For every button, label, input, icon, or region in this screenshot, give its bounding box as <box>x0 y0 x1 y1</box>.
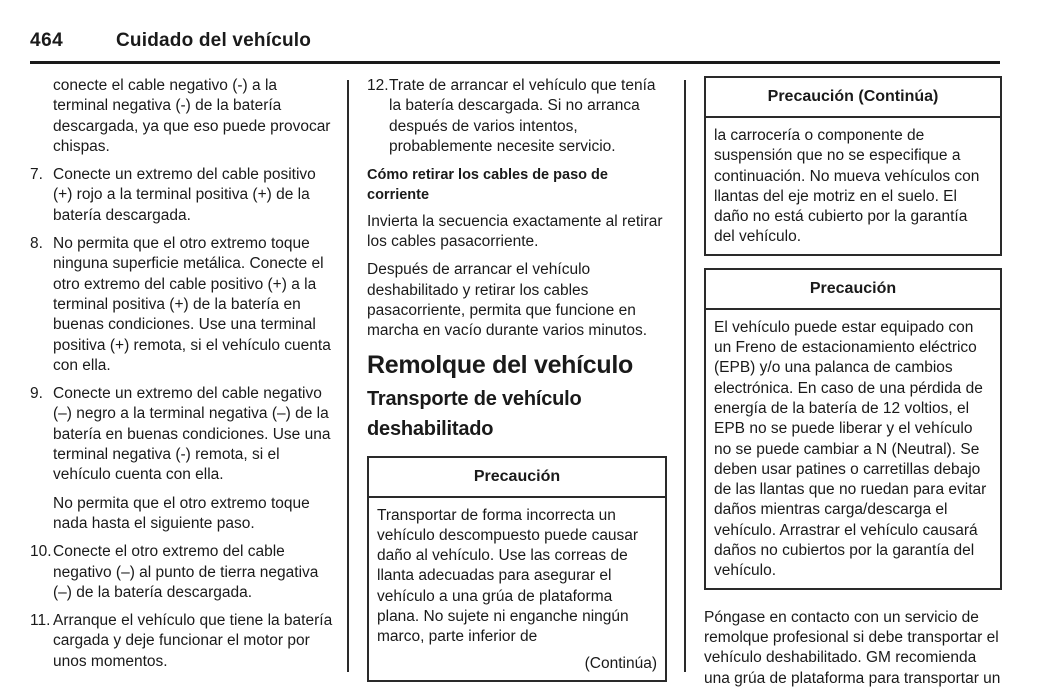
column-middle <box>367 76 667 682</box>
step-9-note: No permita que el otro extremo toque nada hasta el siguiente paso. <box>53 494 310 532</box>
step-text: Arranque el vehículo que tiene la batería cargada y deje funcionar el motor por unos momentos. <box>53 612 333 670</box>
caution-epb-title: Precaución <box>706 270 1000 310</box>
column-divider-right <box>684 80 686 672</box>
caution-body <box>369 498 665 680</box>
step-11 <box>30 611 336 672</box>
step-9 <box>30 384 336 534</box>
step-text: Conecte un extremo del cable negativo (–) negro a la terminal negativa (–) de la batería en buenas condiciones. Use una terminal negativa (-) remota, si el vehículo cuenta con ella. <box>53 385 331 484</box>
subheading-remove-cables: Cómo retirar los cables de paso de corriente <box>367 167 608 204</box>
paragraph: Invierta la secuencia exactamente al retirar los cables pasacorriente. <box>367 212 663 251</box>
step-number: 12. <box>367 77 389 94</box>
step-text: Conecte un extremo del cable positivo (+) rojo a la terminal positiva (+) de la batería descargada. <box>53 166 316 224</box>
section-title: Cuidado del vehículo <box>116 30 312 51</box>
caution-title: Precaución <box>369 458 665 498</box>
step-text: No permita que el otro extremo toque ninguna superficie metálica. Conecte el otro extremo del cable positivo (+) a la terminal positiva (+) de la batería en buenas condiciones. Use una terminal positiva (+) remota, si el vehículo cuenta con ella. <box>53 235 331 374</box>
header-rule <box>30 61 1000 64</box>
step-10 <box>30 542 336 603</box>
caution-epb-body <box>706 310 1000 588</box>
column-right <box>704 76 1002 697</box>
column-left <box>30 76 336 680</box>
step-number: 9. <box>30 385 43 403</box>
page-number: 464 <box>30 30 64 51</box>
paragraph: Después de arrancar el vehículo deshabilitado y retirar los cables pasacorriente, permita que funcione en marcha en vacío durante varios minutos. <box>367 261 647 340</box>
step-text: Conecte el otro extremo del cable negativo (–) al punto de tierra negativa (–) de la batería descargada. <box>53 543 319 601</box>
step-number: 8. <box>30 235 43 253</box>
caution-text: la carrocería o componente de suspensión que no se especifique a continuación. No mueva vehículos con llantas del eje motriz en el suelo. El daño no está cubierto por la garantía del vehículo. <box>714 127 980 246</box>
continues-label: (Continúa) <box>584 654 657 672</box>
paragraph-contact-towing: Póngase en contacto con un servicio de remolque profesional si debe transportar el vehículo deshabilitado. GM recomienda una grúa de plataforma para transportar un <box>704 608 1001 687</box>
caution-epb-box <box>704 268 1002 590</box>
heading-transport: Transporte de vehículo deshabilitado <box>367 387 582 440</box>
page-header <box>30 30 1000 64</box>
step-text: Trate de arrancar el vehículo que tenía la batería descargada. Si no arranca después de varios intentos, probablemente necesite servicio. <box>389 77 656 155</box>
caution-continued-body <box>706 118 1000 254</box>
caution-continued-title: Precaución (Continúa) <box>706 78 1000 118</box>
step-number: 11. <box>30 612 51 630</box>
heading-towing: Remolque del vehículo <box>367 350 633 379</box>
step-8 <box>30 234 336 376</box>
step-number: 7. <box>30 166 43 184</box>
caution-text: Transportar de forma incorrecta un vehículo descompuesto puede causar daño al vehículo. Use las correas de llanta adecuadas para asegurar el vehículo a una grúa de plataforma plana. No sujete ni enganche ningún marco, parte inferior de <box>377 506 639 646</box>
intro-paragraph: conecte el cable negativo (-) a la terminal negativa (-) de la batería descargada, ya que eso puede provocar chispas. <box>53 77 331 155</box>
caution-box <box>367 456 667 682</box>
caution-continued-box <box>704 76 1002 256</box>
step-7 <box>30 165 336 226</box>
caution-text: El vehículo puede estar equipado con un Freno de estacionamiento eléctrico (EPB) y/o una palanca de cambios electrónica. En caso de una pérdida de energía de la batería de 12 voltios, el EPB no se puede liberar y el vehículo no se puede cambiar a N (Neutral). Se deben usar patines o carretillas debajo de las llantas que no ruedan para evitar daños mientras carga/descarga el vehículo. Arrastrar el vehículo causará daños no cubiertos por la garantía del vehículo. <box>714 318 987 580</box>
step-number: 10. <box>30 543 52 561</box>
step-12 <box>367 76 667 157</box>
column-divider-left <box>347 80 349 672</box>
